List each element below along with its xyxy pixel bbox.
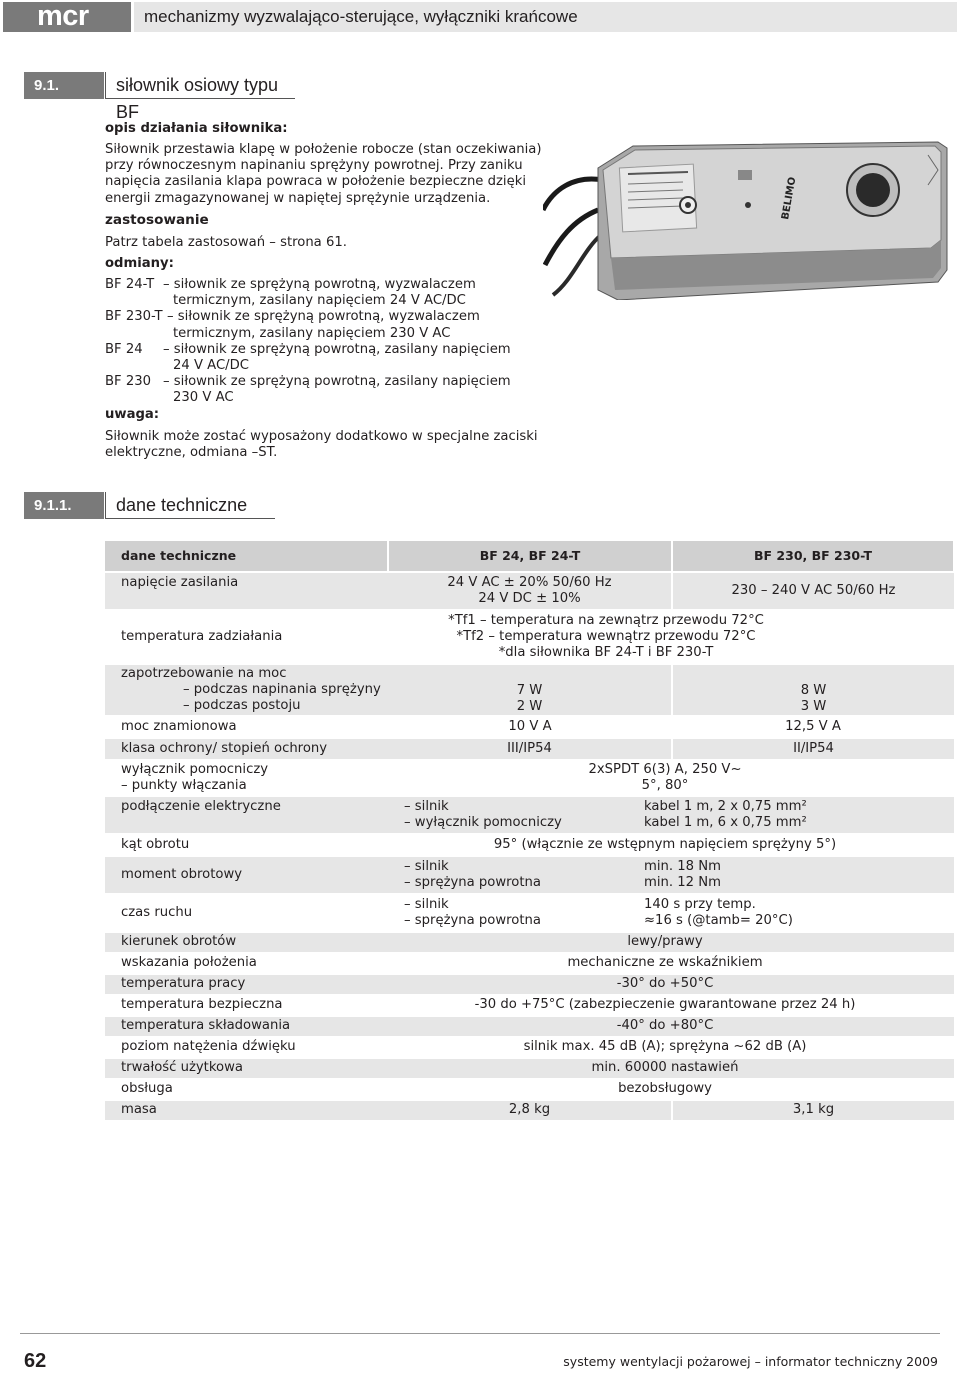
table-row bbox=[105, 664, 954, 716]
sub-value: min. 12 Nm bbox=[644, 875, 721, 890]
row-label: kierunek obrotów bbox=[105, 932, 388, 953]
variant-desc: – siłownik ze sprężyną powrotną, wyzwalaczem bbox=[167, 309, 480, 325]
table-row bbox=[105, 610, 954, 664]
cell-value bbox=[672, 664, 954, 716]
table-row bbox=[105, 1079, 954, 1100]
cell-line: 7 W bbox=[516, 682, 543, 698]
column-header: BF 230, BF 230-T bbox=[672, 541, 954, 572]
variant-desc: – siłownik ze sprężyną powrotną, zasilany napięciem bbox=[163, 374, 511, 390]
table-header-row bbox=[105, 541, 954, 572]
table-row bbox=[105, 894, 954, 932]
cell-line: 24 V DC ± 10% bbox=[478, 591, 581, 606]
table-row bbox=[105, 738, 954, 760]
text-line: napięcia zasilania klapa powraca w położenie bezpieczne dzięki bbox=[105, 174, 526, 190]
cell-value bbox=[388, 664, 672, 716]
cell-value: -30° do +50°C bbox=[388, 974, 954, 995]
variant-desc: – siłownik ze sprężyną powrotną, wyzwalaczem bbox=[163, 277, 476, 292]
cell-value: II/IP54 bbox=[672, 738, 954, 760]
sub-value: 140 s przy temp. bbox=[644, 896, 756, 912]
cell-value: 230 – 240 V AC 50/60 Hz bbox=[672, 572, 954, 610]
footer-divider bbox=[20, 1333, 940, 1334]
column-header: dane techniczne bbox=[105, 541, 388, 572]
sub-value: min. 18 Nm bbox=[644, 858, 721, 874]
row-label: podłączenie elektryczne bbox=[105, 796, 388, 834]
sub-label: – silnik bbox=[404, 858, 449, 874]
section-title: dane techniczne bbox=[105, 492, 275, 519]
text-line: elektryczne, odmiana –ST. bbox=[105, 445, 278, 461]
table-row bbox=[105, 760, 954, 796]
variant-desc: 230 V AC bbox=[173, 390, 234, 406]
variant-code: BF 230 bbox=[105, 374, 151, 390]
sub-value: kabel 1 m, 6 x 0,75 mm² bbox=[644, 815, 807, 830]
row-label: kąt obrotu bbox=[105, 834, 388, 856]
label-line: wyłącznik pomocniczy bbox=[121, 761, 269, 777]
cell-line: 8 W bbox=[800, 682, 827, 698]
row-label: klasa ochrony/ stopień ochrony bbox=[105, 738, 388, 760]
cell-line: 5°, 80° bbox=[641, 778, 689, 793]
cell-value bbox=[388, 796, 954, 834]
table-row bbox=[105, 995, 954, 1016]
cell-value: 12,5 V A bbox=[672, 716, 954, 738]
variant-desc: 24 V AC/DC bbox=[173, 357, 249, 373]
cell-line: *Tf2 – temperatura wewnątrz przewodu 72°C bbox=[456, 628, 756, 644]
sub-value: kabel 1 m, 2 x 0,75 mm² bbox=[644, 798, 807, 814]
column-header: BF 24, BF 24-T bbox=[388, 541, 672, 572]
footer-text: systemy wentylacji pożarowej – informator techniczny 2009 bbox=[563, 1354, 938, 1369]
cell-value bbox=[388, 894, 954, 932]
cell-line: 2xSPDT 6(3) A, 250 V~ bbox=[588, 761, 742, 777]
row-label bbox=[105, 664, 388, 716]
cell-value bbox=[388, 610, 954, 664]
cell-line: 24 V AC ± 20% 50/60 Hz bbox=[447, 574, 612, 590]
variant-desc: – siłownik ze sprężyną powrotną, zasilany napięciem bbox=[163, 341, 511, 357]
application-text: Patrz tabela zastosowań – strona 61. bbox=[105, 235, 347, 250]
variant-desc: termicznym, zasilany napięciem 230 V AC bbox=[173, 325, 451, 341]
table-row bbox=[105, 1100, 954, 1121]
table-row bbox=[105, 856, 954, 894]
table-row bbox=[105, 572, 954, 610]
table-row bbox=[105, 1016, 954, 1037]
row-label: temperatura pracy bbox=[105, 974, 388, 995]
variants-list bbox=[105, 277, 525, 407]
header-title: mechanizmy wyzwalająco-sterujące, wyłączniki krańcowe bbox=[134, 2, 957, 32]
sub-label: – wyłącznik pomocniczy bbox=[404, 815, 562, 830]
heading-application: zastosowanie bbox=[105, 212, 209, 228]
heading-variants: odmiany: bbox=[105, 256, 174, 271]
cell-line: 2 W bbox=[516, 698, 543, 714]
variant-code: BF 24 bbox=[105, 341, 143, 357]
section-title: siłownik osiowy typu BF bbox=[105, 72, 295, 99]
cell-value: 10 V A bbox=[388, 716, 672, 738]
label-line: zapotrzebowanie na moc bbox=[121, 665, 287, 681]
row-label: wskazania położenia bbox=[105, 953, 388, 974]
heading-operation: opis działania siłownika: bbox=[105, 121, 288, 136]
cell-value: silnik max. 45 dB (A); sprężyna ~62 dB (A) bbox=[388, 1037, 954, 1058]
row-label: moment obrotowy bbox=[105, 856, 388, 894]
section-number: 9.1.1. bbox=[24, 492, 104, 519]
text-line: Siłownik może zostać wyposażony dodatkowo w specjalne zaciski bbox=[105, 429, 538, 444]
row-label: temperatura bezpieczna bbox=[105, 995, 388, 1016]
page-header bbox=[3, 2, 957, 32]
cell-line: 3 W bbox=[800, 698, 827, 714]
label-line: – podczas napinania sprężyny bbox=[183, 681, 381, 697]
table-row bbox=[105, 796, 954, 834]
sub-label: – sprężyna powrotna bbox=[404, 875, 541, 890]
text-line: energii zmagazynowanej w napiętej sprężynie urządzenia. bbox=[105, 190, 491, 206]
text-line: Siłownik przestawia klapę w położenie robocze (stan oczekiwania) bbox=[105, 142, 542, 157]
variant-item bbox=[105, 309, 525, 341]
table-row bbox=[105, 974, 954, 995]
row-label: poziom natężenia dźwięku bbox=[105, 1037, 388, 1058]
cell-value: -40° do +80°C bbox=[388, 1016, 954, 1037]
cell-value: III/IP54 bbox=[388, 738, 672, 760]
table-row bbox=[105, 932, 954, 953]
label-line: – punkty włączania bbox=[121, 778, 247, 793]
variant-code: BF 24-T bbox=[105, 277, 155, 292]
row-label: masa bbox=[105, 1100, 388, 1121]
variant-item bbox=[105, 374, 525, 406]
brand-logo: BELIMO bbox=[780, 176, 799, 221]
row-label: temperatura zadziałania bbox=[105, 610, 388, 664]
table-row bbox=[105, 953, 954, 974]
row-label: napięcie zasilania bbox=[105, 572, 388, 610]
cell-value: 3,1 kg bbox=[672, 1100, 954, 1121]
cell-value: 2,8 kg bbox=[388, 1100, 672, 1121]
cell-value bbox=[388, 760, 954, 796]
variant-desc: termicznym, zasilany napięciem 24 V AC/DC bbox=[173, 293, 466, 309]
variant-code: BF 230-T bbox=[105, 309, 163, 325]
variant-item bbox=[105, 277, 525, 309]
variant-item bbox=[105, 342, 525, 374]
section-number: 9.1. bbox=[24, 72, 104, 99]
table-row bbox=[105, 1037, 954, 1058]
mcr-logo: mcr bbox=[3, 2, 131, 32]
cell-value: -30 do +75°C (zabezpieczenie gwarantowane przez 24 h) bbox=[388, 995, 954, 1016]
row-label: trwałość użytkowa bbox=[105, 1058, 388, 1079]
cell-value bbox=[388, 572, 672, 610]
actuator-photo bbox=[543, 140, 951, 300]
note-text bbox=[105, 429, 538, 461]
cell-value: 95° (włącznie ze wstępnym napięciem sprężyny 5°) bbox=[388, 834, 954, 856]
sub-label: – sprężyna powrotna bbox=[404, 913, 541, 928]
sub-label: – silnik bbox=[404, 896, 449, 912]
table-row bbox=[105, 1058, 954, 1079]
sub-value: ≈16 s (@tamb= 20°C) bbox=[644, 913, 793, 928]
cell-line: *Tf1 – temperatura na zewnątrz przewodu 72°C bbox=[448, 612, 764, 628]
text-line: przy równoczesnym napinaniu sprężyny powrotnej. Przy zaniku bbox=[105, 158, 523, 174]
operation-text bbox=[105, 142, 542, 207]
table-row bbox=[105, 716, 954, 738]
cell-value bbox=[388, 856, 954, 894]
row-label: temperatura składowania bbox=[105, 1016, 388, 1037]
row-label: czas ruchu bbox=[105, 894, 388, 932]
row-label: obsługa bbox=[105, 1079, 388, 1100]
cell-line: *dla siłownika BF 24-T i BF 230-T bbox=[498, 645, 714, 661]
label-line: – podczas postoju bbox=[183, 698, 301, 714]
cell-value: lewy/prawy bbox=[388, 932, 954, 953]
table-row bbox=[105, 834, 954, 856]
sub-label: – silnik bbox=[404, 798, 449, 814]
cell-value: min. 60000 nastawień bbox=[388, 1058, 954, 1079]
heading-note: uwaga: bbox=[105, 407, 160, 422]
spec-table bbox=[105, 541, 955, 1122]
row-label bbox=[105, 760, 388, 796]
cell-value: bezobsługowy bbox=[388, 1079, 954, 1100]
cell-value: mechaniczne ze wskaźnikiem bbox=[388, 953, 954, 974]
row-label: moc znamionowa bbox=[105, 716, 388, 738]
page-number: 62 bbox=[24, 1350, 47, 1372]
